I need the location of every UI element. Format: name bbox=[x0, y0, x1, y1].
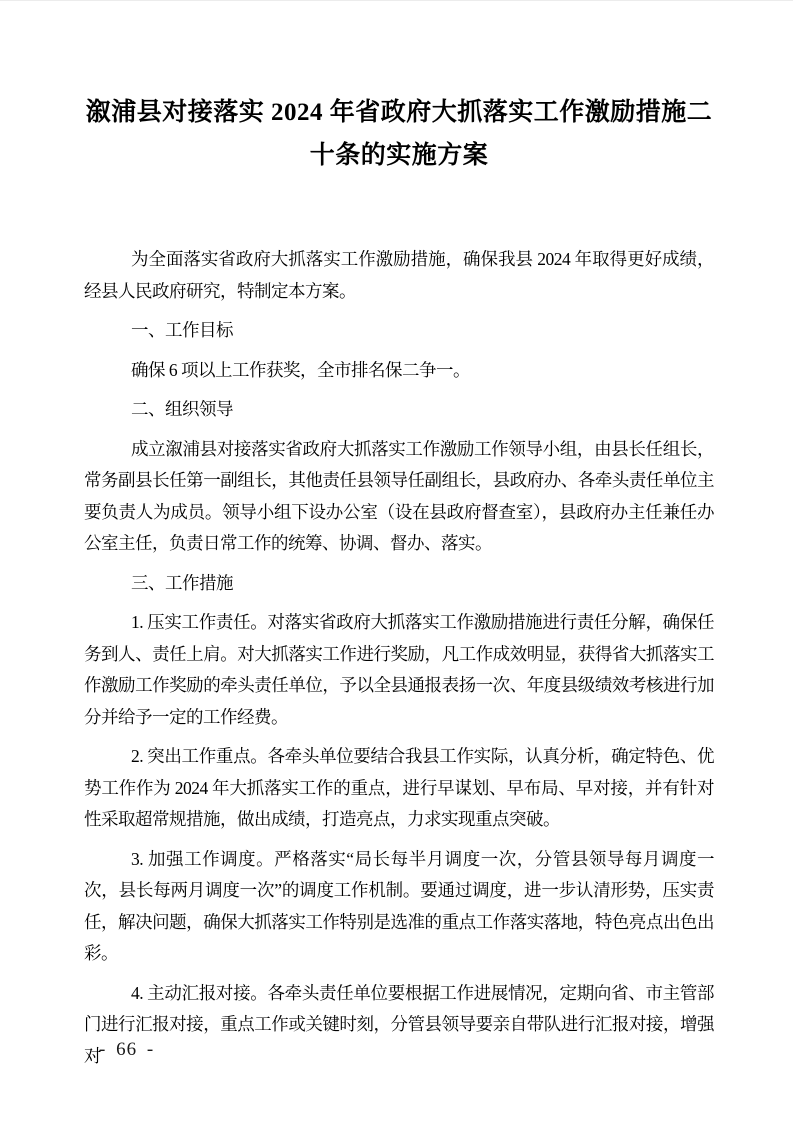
paragraph-leadership: 成立溆浦县对接落实省政府大抓落实工作激励工作领导小组，由县长任组长，常务副县长任第一副组长，其他责任县领导任副组长，县政府办、各牵头责任单位主要负责人为成员。领导小组下设办公室（设在县政府督查室），县政府办主任兼任办公室主任，负责日常工作的统筹、协调、督办、落实。 bbox=[84, 438, 714, 553]
paragraph-goal: 确保 6 项以上工作获奖，全市排名保二争一。 bbox=[131, 359, 470, 380]
section-heading-2: 二、组织领导 bbox=[131, 399, 233, 419]
paragraph-measure-4: 4. 主动汇报对接。各牵头责任单位要根据工作进展情况，定期向省、市主管部门进行汇报对接，重点工作或关键时刻，分管县领导要亲自带队进行汇报对接，增强对 bbox=[84, 982, 714, 1066]
paragraph-measure-1: 1. 压实工作责任。对落实省政府大抓落实工作激励措施进行责任分解，确保任务到人、责任上肩。对大抓落实工作进行奖励，凡工作成效明显，获得省大抓落实工作激励工作奖励的牵头责任单位，予以全县通报表扬一次、年度县级绩效考核进行加分并给予一定的工作经费。 bbox=[84, 612, 714, 727]
paragraph-measure-3: 3. 加强工作调度。严格落实“局长每半月调度一次，分管县领导每月调度一次，县长每两月调度一次”的调度工作机制。要通过调度，进一步认清形势，压实责任，解决问题，确保大抓落实工作特别是选准的重点工作落实落地，特色亮点出色出彩。 bbox=[84, 848, 714, 963]
document-content bbox=[84, 91, 714, 1080]
paragraph-intro: 为全面落实省政府大抓落实工作激励措施，确保我县 2024 年取得更好成绩，经县人民政府研究，特制定本方案。 bbox=[84, 249, 714, 301]
document-title-line-1: 溆浦县对接落实 2024 年省政府大抓落实工作激励措施二 bbox=[85, 99, 713, 126]
page-number: - 66 - bbox=[99, 1039, 155, 1060]
paragraph-measure-2: 2. 突出工作重点。各牵头单位要结合我县工作实际，认真分析，确定特色、优势工作作为 2024 年大抓落实工作的重点，进行早谋划、早布局、早对接，并有针对性采取超常规措施，做出成绩，打造亮点，力求实现重点突破。 bbox=[84, 746, 714, 829]
section-heading-3: 三、工作措施 bbox=[131, 572, 233, 593]
section-heading-1: 一、工作目标 bbox=[131, 320, 233, 340]
document-title-line-2: 十条的实施方案 bbox=[309, 142, 489, 169]
document-title bbox=[84, 91, 714, 177]
